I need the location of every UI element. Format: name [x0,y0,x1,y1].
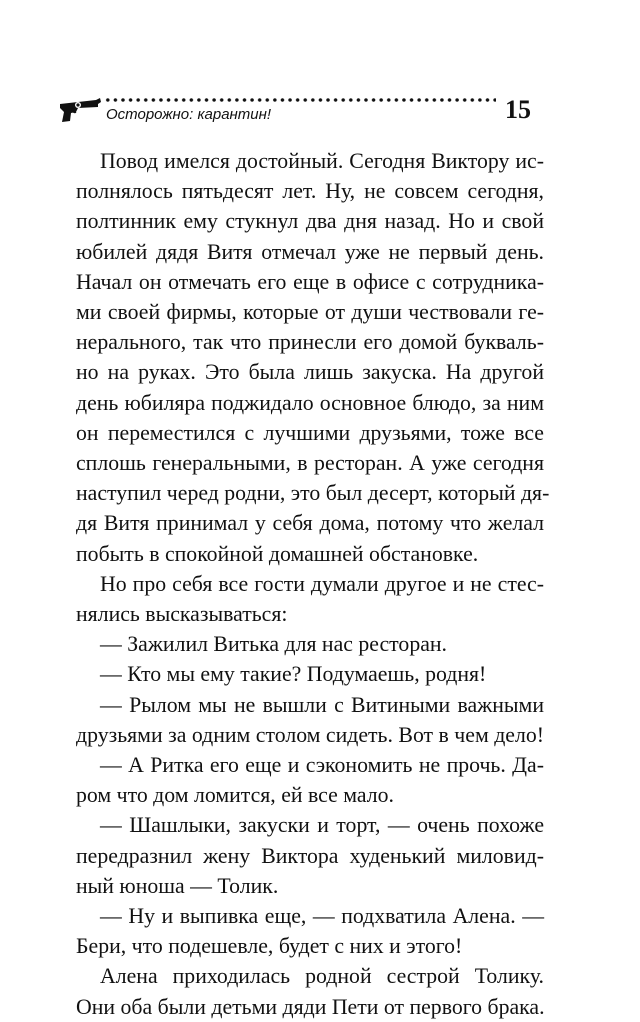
page-number: 15 [505,95,531,124]
text-line: — Зажилил Витька для нас ресторан. [100,632,448,657]
text-line: сплошь генеральными, в ресторан. А уже сегодня [76,451,544,476]
text-line: дя Витя принимал у себя дома, потому что желал [76,511,544,536]
text-line: юбилей дядя Витя отмечал уже не первый день. [76,239,544,264]
text-line: Они оба были детьми дяди Пети от первого брака. [76,994,545,1019]
text-line: — Рылом мы не вышли с Витиными важными [100,692,544,717]
text-line: полнялось пятьдесят лет. Ну, не совсем сегодня, [76,179,544,204]
text-line: ный юноша — Толик. [76,873,279,898]
text-line: день юбиляра поджидало основное блюдо, за ним [76,390,544,415]
text-line: Начал он отмечать его еще в офисе с сотрудника- [76,269,544,294]
revolver-icon [58,94,102,124]
text-line: ми своей фирмы, которые от души чествовали ге- [76,300,544,325]
text-line: наступил черед родни, это был десерт, который дя- [76,481,550,506]
text-line: побыть в спокойной домашней обстановке. [76,541,479,566]
dotted-rule [104,94,496,106]
text-line: но на руках. Это была лишь закуска. На другой [76,360,544,385]
text-line: Повод имелся достойный. Сегодня Виктору ис- [100,149,544,173]
text-line: нялись высказываться: [76,602,288,627]
text-line: нерального, так что принесли его домой букваль- [76,330,544,355]
text-line: — А Ритка его еще и сэкономить не прочь. Да- [100,753,544,778]
running-title: Осторожно: карантин! [106,106,272,123]
text-line: друзьями за одним столом сидеть. Вот в чем дело! [76,722,544,747]
text-line: — Ну и выпивка еще, — подхватила Алена. — [100,904,544,929]
page-header [58,92,548,132]
text-line: он переместился с лучшими друзьями, тоже все [76,420,544,445]
text-line: Но про себя все гости думали другое и не стес- [100,571,544,596]
body-text [76,146,550,1022]
text-line: ром что дом ломится, ей все мало. [76,783,394,808]
text-line: Алена приходилась родной сестрой Толику. [100,964,544,989]
text-line: — Шашлыки, закуски и торт, — очень похоже [100,813,544,838]
text-line: полтинник ему стукнул два дня назад. Но и свой [76,209,544,234]
text-line: — Кто мы ему такие? Подумаешь, родня! [100,662,487,687]
text-line: передразнил жену Виктора худенький миловид- [76,843,544,868]
text-line: Бери, что подешевле, будет с них и этого! [76,934,463,959]
